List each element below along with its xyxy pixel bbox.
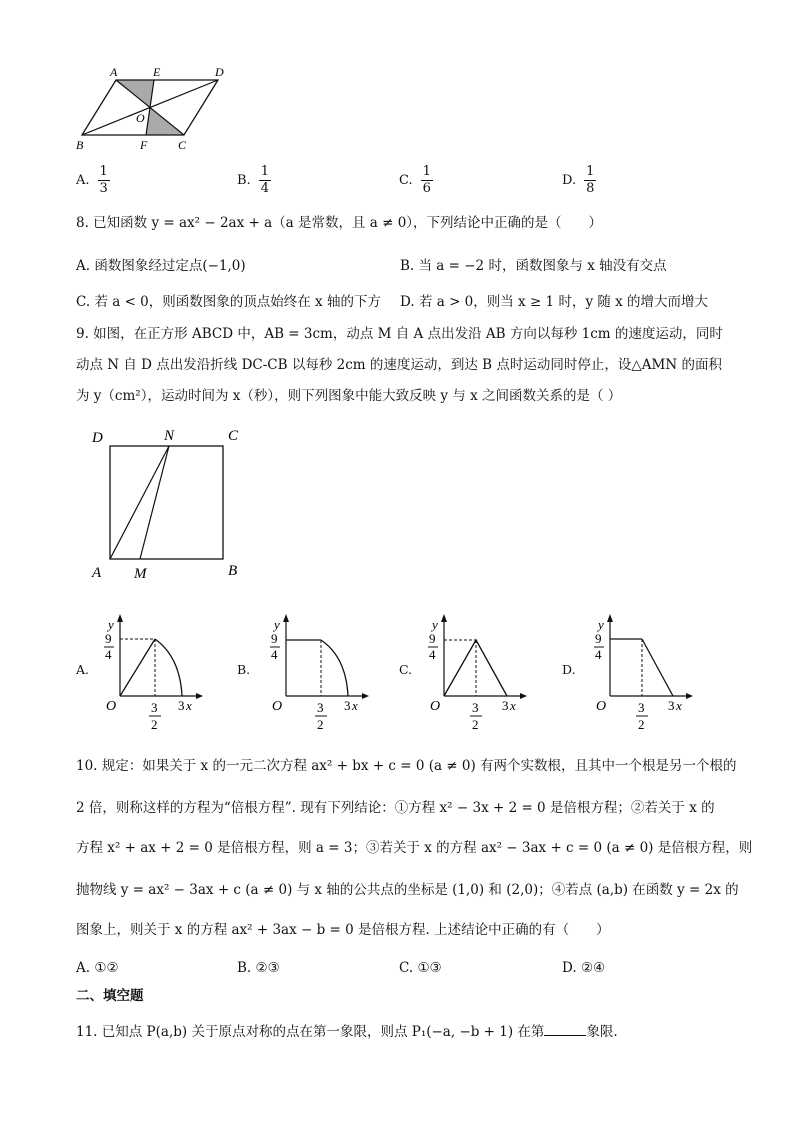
q10-option-b[interactable]: B. ②③ xyxy=(237,960,280,976)
q9-graph-b[interactable] xyxy=(266,612,376,738)
svg-text:4: 4 xyxy=(105,647,112,662)
svg-text:2: 2 xyxy=(638,717,645,732)
svg-text:2: 2 xyxy=(317,717,324,732)
label-F: F xyxy=(140,138,148,152)
q9-graph-d[interactable] xyxy=(590,612,700,738)
q8-option-d[interactable]: D. 若 a > 0，则当 x ≥ 1 时，y 随 x 的增大而增大 xyxy=(400,294,709,310)
label-D: D xyxy=(92,430,103,446)
svg-text:y: y xyxy=(108,617,114,632)
q10-option-d[interactable]: D. ②④ xyxy=(562,960,606,976)
label-O: O xyxy=(136,111,145,125)
svg-text:9: 9 xyxy=(271,631,278,646)
svg-text:2: 2 xyxy=(472,717,479,732)
label-D: D xyxy=(215,65,224,79)
svg-text:9: 9 xyxy=(105,631,112,646)
q9-option-a-label[interactable]: A. xyxy=(76,662,90,677)
q10-stem-line-4: 抛物线 y = ax² − 3ax + c (a ≠ 0) 与 x 轴的公共点的坐标是 (1,0) 和 (2,0)；④若点 (a,b) 在函数 y = 2x 的 xyxy=(76,882,739,898)
svg-text:x: x xyxy=(510,698,516,713)
svg-text:O: O xyxy=(430,699,441,714)
q7-parallelogram-figure xyxy=(70,60,250,155)
section-title: 二、填空题 xyxy=(76,988,144,1004)
q9-stem-line-3: 为 y（cm²），运动时间为 x（秒），则下列图象中能大致反映 y 与 x 之间函数关系的是（ ） xyxy=(76,388,622,404)
label-N: N xyxy=(164,428,175,444)
label-A: A xyxy=(92,565,102,581)
svg-text:3: 3 xyxy=(344,698,351,713)
q9-graph-a[interactable] xyxy=(100,612,210,738)
q7-option-c[interactable]: C. $\frac{1}{6}$ xyxy=(399,164,431,196)
svg-text:3: 3 xyxy=(502,698,509,713)
svg-text:x: x xyxy=(676,698,682,713)
q11-stem: 11. 已知点 P(a,b) 关于原点对称的点在第一象限，则点 P₁(−a, −b + 1) 在第 象限. xyxy=(76,1021,618,1041)
svg-text:3: 3 xyxy=(178,698,185,713)
svg-text:4: 4 xyxy=(271,647,278,662)
q7-option-b[interactable]: B. $\frac{1}{4}$ xyxy=(237,164,269,196)
q10-stem-line-5: 图象上，则关于 x 的方程 ax² + 3ax − b = 0 是倍根方程. 上述结论中正确的有（ ） xyxy=(76,922,610,938)
q8-option-b[interactable]: B. 当 a = −2 时，函数图象与 x 轴没有交点 xyxy=(400,258,667,274)
label-A: A xyxy=(110,65,118,79)
q10-stem-line-1: 10. 规定：如果关于 x 的一元二次方程 ax² + bx + c = 0 (a ≠ 0) 有两个实数根，且其中一个根是另一个根的 xyxy=(76,758,737,774)
q9-graph-c[interactable] xyxy=(424,612,534,738)
svg-text:2: 2 xyxy=(151,717,158,732)
q10-stem-line-3: 方程 x² + ax + 2 = 0 是倍根方程，则 a = 3；③若关于 x 的方程 ax² − 3ax + c = 0 (a ≠ 0) 是倍根方程，则 xyxy=(76,840,753,856)
svg-text:x: x xyxy=(186,698,192,713)
svg-text:y: y xyxy=(432,617,438,632)
q10-stem-line-2: 2 倍，则称这样的方程为“倍根方程”. 现有下列结论：①方程 x² − 3x + 2 = 0 是倍根方程；②若关于 x 的 xyxy=(76,800,715,816)
q9-option-c-label[interactable]: C. xyxy=(399,662,413,677)
label-B: B xyxy=(228,563,238,579)
svg-text:O: O xyxy=(596,699,607,714)
label-M: M xyxy=(134,566,147,582)
label-C: C xyxy=(178,138,187,152)
q7-option-d[interactable]: D. $\frac{1}{8}$ xyxy=(562,164,595,196)
svg-text:3: 3 xyxy=(317,700,324,715)
q9-square-figure xyxy=(80,415,260,585)
q10-option-a[interactable]: A. ①② xyxy=(76,960,119,976)
svg-text:O: O xyxy=(106,699,117,714)
q11-answer-blank[interactable] xyxy=(544,1021,586,1036)
svg-text:y: y xyxy=(598,617,604,632)
svg-text:3: 3 xyxy=(151,700,158,715)
svg-text:O: O xyxy=(272,699,283,714)
svg-text:9: 9 xyxy=(595,631,602,646)
q8-option-c[interactable]: C. 若 a < 0，则函数图象的顶点始终在 x 轴的下方 xyxy=(76,294,381,310)
q9-stem-line-1: 9. 如图，在正方形 ABCD 中，AB = 3cm，动点 M 自 A 点出发沿 AB 方向以每秒 1cm 的速度运动，同时 xyxy=(76,326,723,342)
svg-text:x: x xyxy=(352,698,358,713)
svg-text:y: y xyxy=(274,617,280,632)
svg-text:3: 3 xyxy=(472,700,479,715)
q9-stem-line-2: 动点 N 自 D 点出发沿折线 DC-CB 以每秒 2cm 的速度运动，到达 B 点时运动同时停止，设△AMN 的面积 xyxy=(76,357,722,373)
svg-text:4: 4 xyxy=(429,647,436,662)
label-C: C xyxy=(228,428,239,444)
label-B: B xyxy=(76,138,84,152)
q9-option-d-label[interactable]: D. xyxy=(562,662,576,677)
q8-option-a[interactable]: A. 函数图象经过定点(−1,0) xyxy=(76,258,246,274)
svg-text:3: 3 xyxy=(638,700,645,715)
svg-text:9: 9 xyxy=(429,631,436,646)
q9-option-b-label[interactable]: B. xyxy=(237,662,251,677)
q8-stem: 8. 已知函数 y = ax² − 2ax + a（a 是常数，且 a ≠ 0），下列结论中正确的是（ ） xyxy=(76,215,603,231)
q7-option-a[interactable]: A. $\frac{1}{3}$ xyxy=(76,164,108,196)
svg-text:4: 4 xyxy=(595,647,602,662)
svg-text:3: 3 xyxy=(668,698,675,713)
label-E: E xyxy=(153,65,161,79)
q10-option-c[interactable]: C. ①③ xyxy=(399,960,442,976)
